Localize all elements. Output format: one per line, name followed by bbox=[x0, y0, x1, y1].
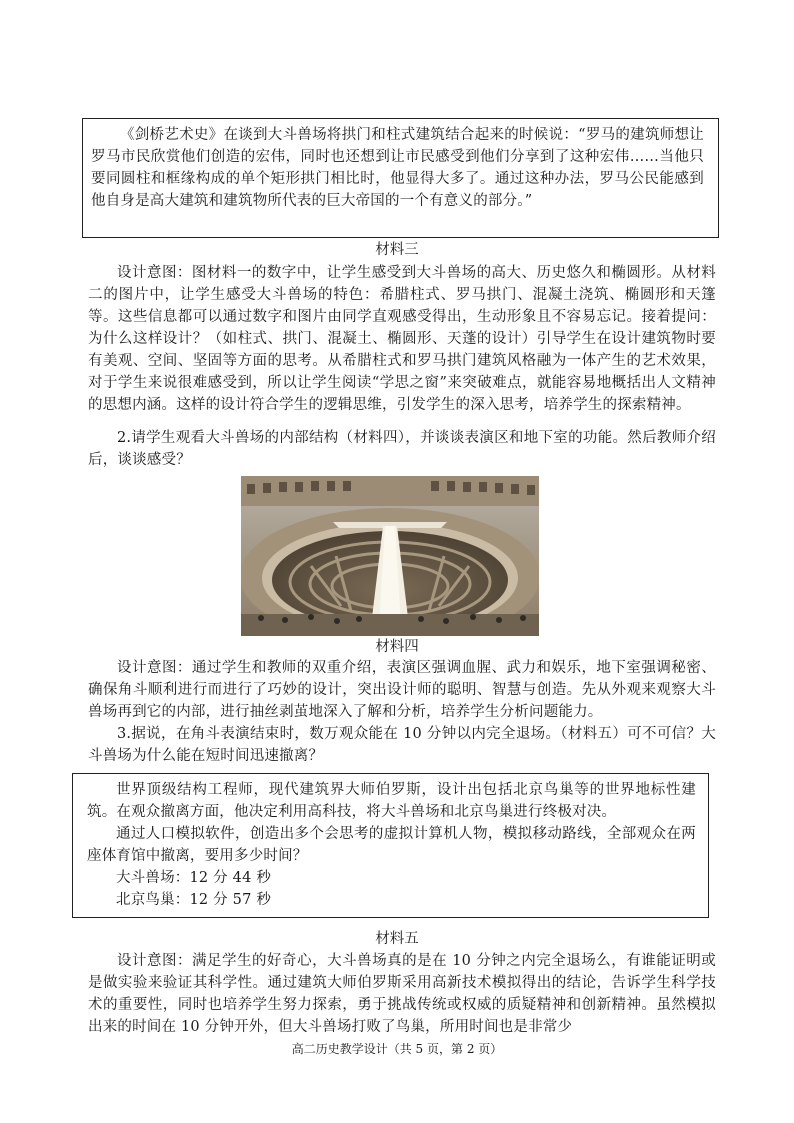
simulation-box bbox=[72, 773, 709, 918]
colosseum-interior-photo bbox=[241, 476, 539, 636]
material-four-caption: 材料四 bbox=[375, 639, 419, 655]
material-five-caption: 材料五 bbox=[375, 931, 419, 947]
page-footer: 高二历史教学设计（共 5 页，第 2 页） bbox=[291, 1042, 503, 1056]
design-intent-paragraph-3: 设计意图：满足学生的好奇心，大斗兽场真的是在 10 分钟之内完全退场么，有谁能证明或是做实验来验证其科学性。通过建筑大师伯罗斯采用高新技术模拟得出的结论，告诉学生科学技术的重要性，同时也培养学生努力探索，勇于挑战传统或权威的质疑精神和创新精神。虽然模拟出来的时间在 10 分钟开外，但大斗兽场打败了鸟巢，所用时间也是非常少 bbox=[88, 953, 716, 1035]
question-3: 3.据说，在角斗表演结束时，数万观众能在 10 分钟以内完全退场。（材料五）可不可信？大斗兽场为什么能在短时间迅速撤离？ bbox=[88, 726, 716, 764]
simulation-method: 通过人口模拟软件，创造出多个会思考的虚拟计算机人物，模拟移动路线，全部观众在两座体育馆中撤离，要用多少时间？ bbox=[87, 826, 696, 864]
design-intent-paragraph-2: 设计意图：通过学生和教师的双重介绍，表演区强调血腥、武力和娱乐，地下室强调秘密、确保角斗顺利进行而进行了巧妙的设计，突出设计师的聪明、智慧与创造。先从外观来观察大斗兽场再到它的内部，进行抽丝剥茧地深入了解和分析，培养学生分析问题能力。 bbox=[88, 660, 716, 720]
question-2: 2.请学生观看大斗兽场的内部结构（材料四），并谈谈表演区和地下室的功能。然后教师介绍后，谈谈感受？ bbox=[88, 430, 716, 468]
quote-text: 《剑桥艺术史》在谈到大斗兽场将拱门和柱式建筑结合起来的时候说：“罗马的建筑师想让罗马市民欣赏他们创造的宏伟，同时也还想到让市民感受到他们分享到了这种宏伟……当他只要同圆柱和框缘构成的单个矩形拱门相比时，他显得大多了。通过这种办法，罗马公民能感到他自身是高大建筑和建筑物所代表的巨大帝国的一个有意义的部分。” bbox=[91, 127, 704, 209]
quote-box bbox=[82, 118, 719, 238]
material-three-caption: 材料三 bbox=[375, 242, 419, 258]
birds-nest-time: 北京鸟巢：12 分 57 秒 bbox=[116, 892, 272, 908]
colosseum-time: 大斗兽场：12 分 44 秒 bbox=[116, 870, 272, 886]
colosseum-illustration bbox=[241, 476, 539, 636]
design-intent-paragraph-1: 设计意图：图材料一的数字中，让学生感受到大斗兽场的高大、历史悠久和椭圆形。从材料二的图片中，让学生感受大斗兽场的特色：希腊柱式、罗马拱门、混凝土浇筑、椭圆形和天篷等。这些信息都可以通过数字和图片由同学直观感受得出，生动形象且不容易忘记。接着提问：为什么这样设计？（如柱式、拱门、混凝土、椭圆形、天蓬的设计）引导学生在设计建筑物时要有美观、空间、坚固等方面的思考。从希腊柱式和罗马拱门建筑风格融为一体产生的艺术效果，对于学生来说很难感受到，所以让学生阅读“学思之窗”来突破难点，就能容易地概括出人文精神的思想内涵。这样的设计符合学生的逻辑思维，引发学生的深入思考，培养学生的探索精神。 bbox=[88, 265, 716, 413]
simulation-intro: 世界顶级结构工程师，现代建筑界大师伯罗斯，设计出包括北京鸟巢等的世界地标性建筑。在观众撤离方面，他决定利用高科技，将大斗兽场和北京鸟巢进行终极对决。 bbox=[87, 782, 696, 820]
